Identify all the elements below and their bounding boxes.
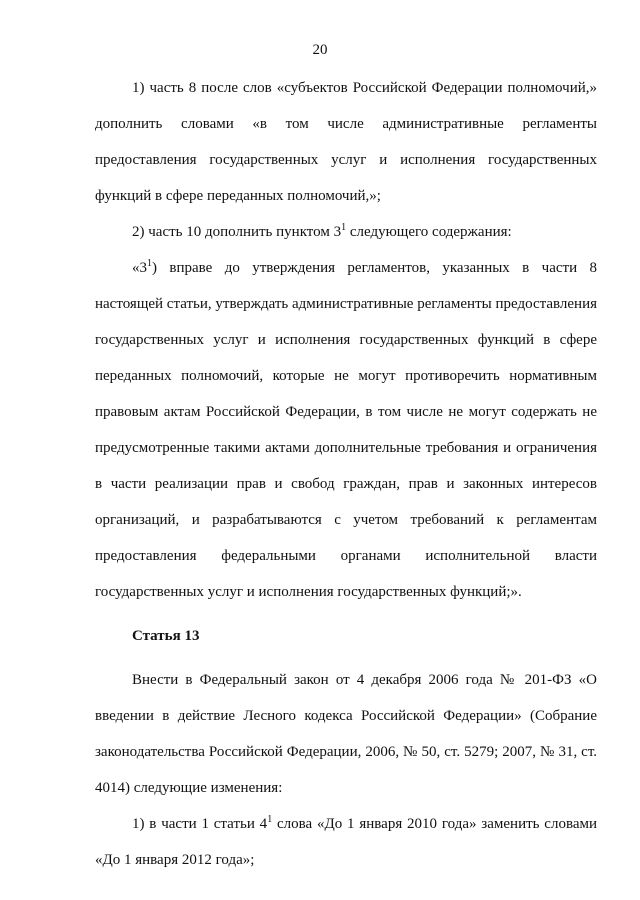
page-number: 20	[312, 42, 328, 58]
paragraph-item-1: 1) часть 8 после слов «субъектов Российской Федерации полномочий,» дополнить словами «в том числе административные регламенты предоставления государственных услуг и исполнения государственных функций в сфере переданных полномочий,»;	[95, 80, 597, 204]
superscript: 1	[267, 814, 273, 825]
article-item-1-text: 1) в части 1 статьи 4	[132, 816, 268, 832]
paragraph-item-2-tail: следующего содержания:	[346, 224, 512, 240]
superscript: 1	[147, 258, 152, 269]
paragraph-item-3-1-text: ) вправе до утверждения регламентов, указанных в части 8 настоящей статьи, утверждать административные регламенты предоставления государственных услуг и исполнения государственных функций в сфере переданных полномочий, которые не могут противоречить нормативным правовым актам Российской Федерации, в том числе не могут содержать не предусмотренные такими актами дополнительные требования и ограничения в части реализации прав и свобод граждан, прав и законных интересов организаций, и разрабатываются с учетом требований к регламентам предоставления федеральными органами исполнительной власти государственных услуг и исполнения государственных функций;».	[95, 260, 597, 600]
document-body	[95, 70, 597, 878]
article-item-1-tail: слова «До 1 января 2010 года» заменить словами «До 1 января 2012 года»;	[95, 816, 598, 868]
article-heading: Статья 13	[132, 628, 200, 644]
paragraph-item-3-1	[95, 250, 597, 610]
article-item-1	[95, 806, 597, 878]
paragraph-item-3-1-open: «3	[132, 260, 147, 276]
article-intro: Внести в Федеральный закон от 4 декабря 2006 года № 201-ФЗ «О введении в действие Лесного кодекса Российской Федерации» (Собрание законодательства Российской Федерации, 2006, № 50, ст. 5279; 2007, № 31, ст. 4014) следующие изменения:	[95, 672, 597, 796]
paragraph-item-2-text: 2) часть 10 дополнить пунктом 3	[132, 224, 342, 240]
superscript: 1	[341, 222, 347, 233]
paragraph-item-2	[95, 214, 597, 250]
